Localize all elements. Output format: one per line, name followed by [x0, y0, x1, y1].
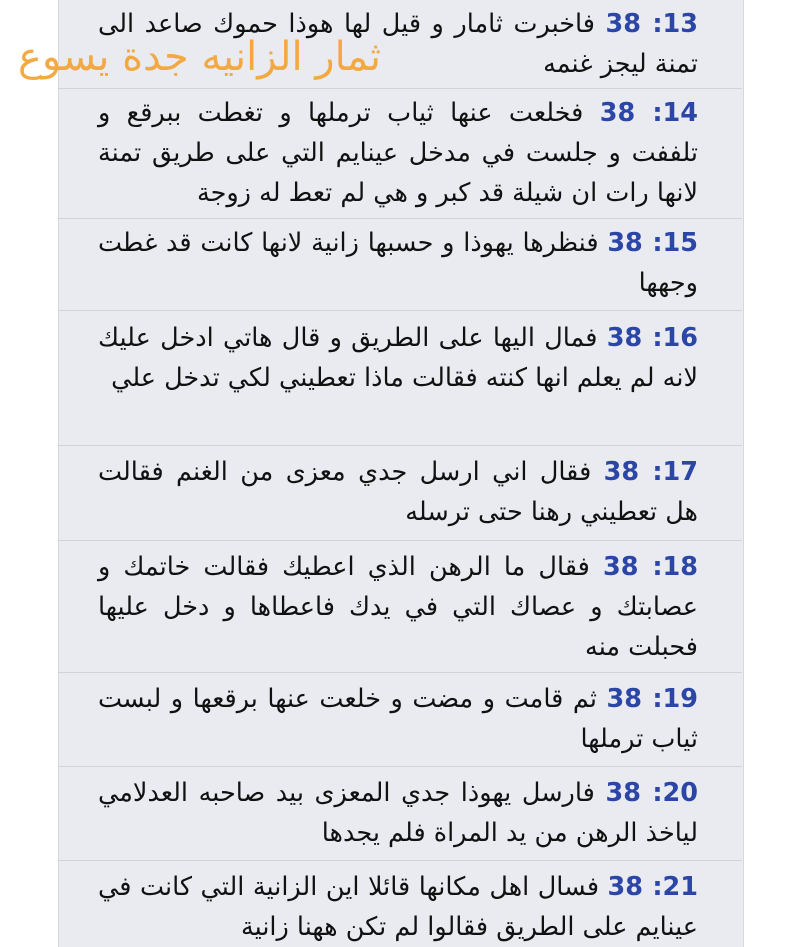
verse-18 — [98, 547, 698, 667]
verse-ref: 38 :15 — [607, 228, 699, 258]
divider — [58, 672, 742, 673]
verse-ref: 38 :19 — [606, 684, 698, 714]
verse-text: فنظرها يهوذا و حسبها زانية لانها كانت قد غطت وجهها — [98, 228, 698, 298]
verse-15 — [98, 223, 698, 303]
verse-ref: 38 :18 — [602, 552, 699, 582]
verse-text: فارسل يهوذا جدي المعزى بيد صاحبه العدلامي لياخذ الرهن من يد المراة فلم يجدها — [98, 778, 698, 848]
verse-ref: 38 :16 — [606, 323, 698, 353]
verse-21 — [98, 867, 698, 947]
verse-text: فقال ما الرهن الذي اعطيك فقالت خاتمك و عصابتك و عصاك التي في يدك فاعطاها و دخل عليها فحبلت منه — [98, 552, 698, 662]
verse-text: فخلعت عنها ثياب ترملها و تغطت ببرقع و تلففت و جلست في مدخل عينايم التي على طريق تمنة لانها رات ان شيلة قد كبر و هي لم تعط له زوجة — [98, 98, 698, 208]
verse-17 — [98, 452, 698, 532]
divider — [58, 88, 742, 89]
divider — [58, 218, 742, 219]
verse-ref: 38 :20 — [605, 778, 699, 808]
verse-text: ثم قامت و مضت و خلعت عنها برقعها و لبست ثياب ترملها — [98, 684, 698, 754]
divider — [58, 310, 742, 311]
divider — [58, 766, 742, 767]
divider — [58, 445, 742, 446]
verse-text: فسال اهل مكانها قائلا اين الزانية التي كانت في عينايم على الطريق فقالوا لم تكن ههنا زانية — [98, 872, 698, 942]
verse-ref: 38 :13 — [605, 9, 699, 39]
verse-14 — [98, 93, 698, 213]
verse-ref: 38 :21 — [607, 872, 699, 902]
verse-20 — [98, 773, 698, 853]
verse-ref: 38 :17 — [603, 457, 699, 487]
verse-text: فقال اني ارسل جدي معزى من الغنم فقالت هل تعطيني رهنا حتى ترسله — [98, 457, 698, 527]
watermark-caption: ثمار الزانيه جدة يسوع — [18, 34, 382, 80]
divider — [58, 860, 742, 861]
divider — [58, 540, 742, 541]
verse-ref: 38 :14 — [599, 98, 699, 128]
verse-19 — [98, 679, 698, 759]
verse-16 — [98, 318, 698, 398]
verse-text: فاخبرت ثامار و قيل لها هوذا حموك صاعد الى تمنة ليجز غنمه — [98, 9, 698, 79]
verse-text: فمال اليها على الطريق و قال هاتي ادخل عليك لانه لم يعلم انها كنته فقالت ماذا تعطيني لكي تدخل علي — [98, 323, 698, 393]
